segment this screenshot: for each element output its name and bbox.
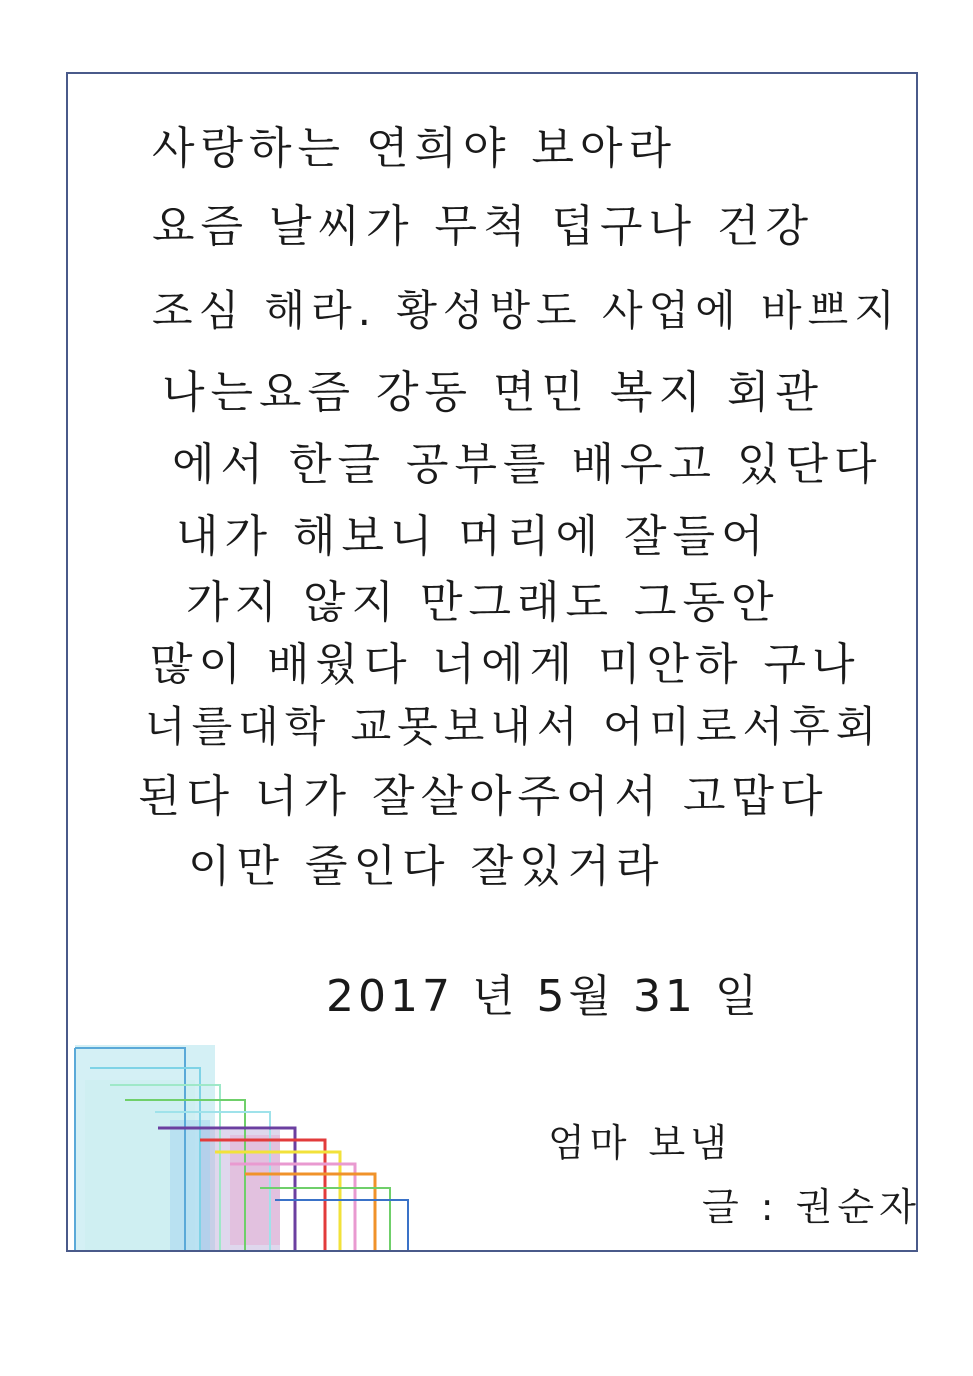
- letter-line-8: 많이 배웠다 너에게 미안하 구나: [150, 639, 861, 690]
- letter-line-10: 된다 너가 잘살아주어서 고맙다: [138, 771, 829, 822]
- letter-line-7: 가지 않지 만그래도 그동안: [186, 577, 780, 628]
- letter-author: 글 : 권순자: [702, 1185, 921, 1229]
- letter-line-11: 이만 줄인다 잘있거라: [188, 841, 665, 892]
- letter-line-6: 내가 해보니 머리에 잘들어: [176, 511, 770, 562]
- letter-line-1: 사랑하는 연희야 보아라: [152, 123, 678, 174]
- letter-closing: 엄마 보냄: [548, 1121, 732, 1165]
- letter-line-9: 너를대학 교못보내서 어미로서후회: [145, 702, 883, 751]
- letter-line-3: 조심 해라. 황성방도 사업에 바쁘지: [152, 286, 901, 335]
- letter-line-4: 나는요즘 강동 면민 복지 회관: [162, 367, 824, 418]
- letter-line-5: 에서 한글 공부를 배우고 있단다: [172, 439, 883, 490]
- letter-date: 2017 년 5월 31 일: [326, 971, 762, 1022]
- colored-pencil-decoration: [70, 1040, 430, 1255]
- letter-line-2: 요즘 날씨가 무척 덥구나 건강: [152, 201, 814, 252]
